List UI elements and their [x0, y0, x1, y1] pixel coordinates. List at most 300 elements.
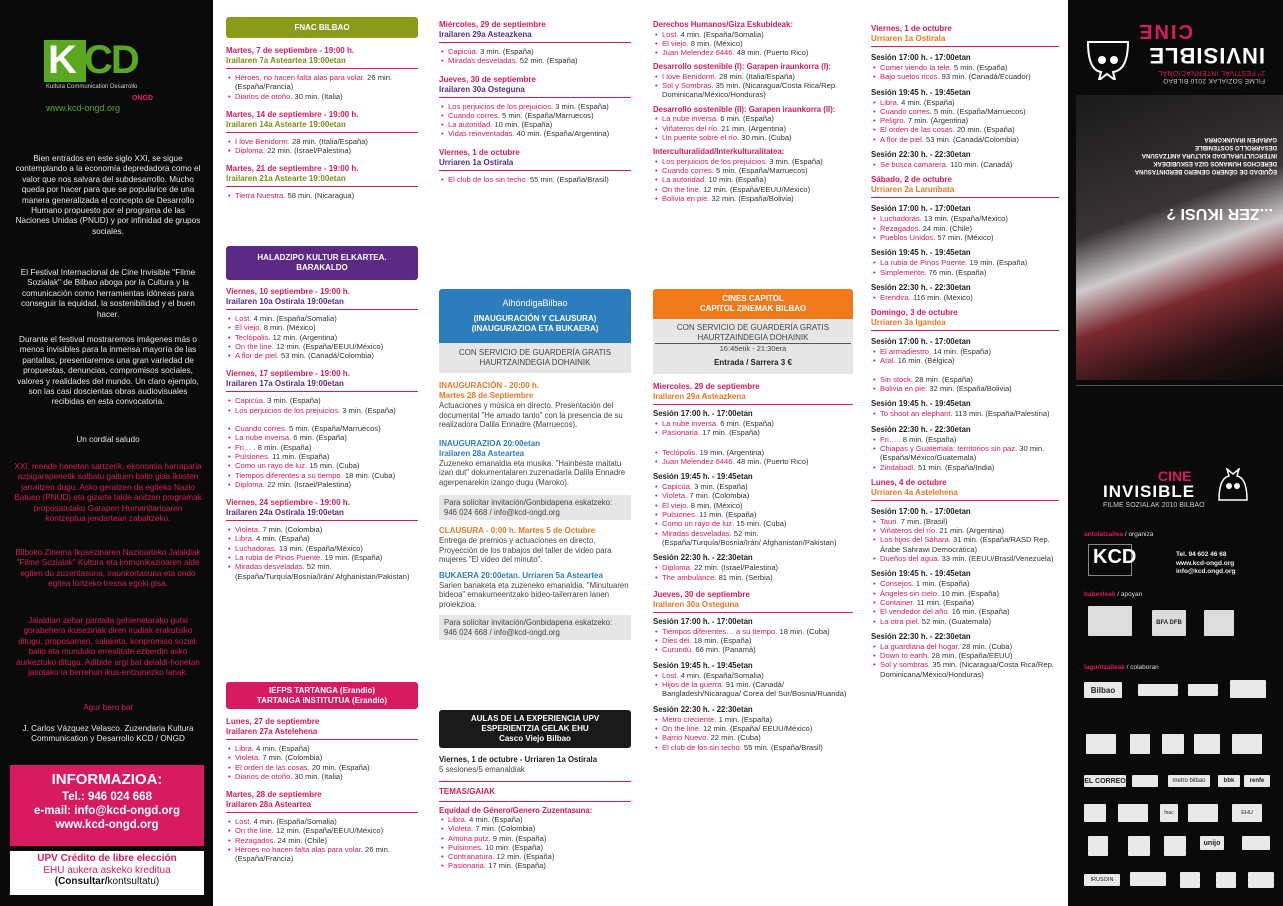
- film-title: Bolivia en pie.: [662, 193, 710, 203]
- film-title: La nube inversa.: [662, 419, 719, 428]
- themes-capitol-column: [645, 0, 861, 906]
- film-item: [439, 834, 631, 843]
- fnac-header: FNAC BILBAO: [226, 17, 418, 38]
- film-title: Diploma.: [235, 146, 265, 156]
- film-item: [653, 194, 853, 203]
- film-item: [439, 861, 631, 870]
- film-item: [439, 824, 631, 833]
- intro-es-2: El Festival Internacional de Cine Invisible "Filme Sozialak" de Bilbao aboga por la Cultura y la comunicación como herramientas idóneas para conseguir la equidad, la sostenibilidad y el buen hacer.: [20, 268, 196, 319]
- film-details: 4 min. (España): [467, 815, 523, 824]
- film-details: 9 min. (España): [490, 833, 547, 843]
- upv-aulas-section: [439, 710, 631, 871]
- haladzipo-alhondiga-column: [431, 0, 639, 906]
- film-item: [439, 111, 631, 120]
- film-details: 21 min. (Argentina): [937, 526, 1004, 536]
- film-details: 16 min. (Bélgica): [895, 356, 955, 366]
- date-heading-eu: Irailaren 24a Ostirala 19:00etan: [226, 508, 418, 521]
- session-heading: Sesión 22:30 h. - 22:30etan: [653, 704, 753, 714]
- colaboran-label-eu: laguntzaileak: [1084, 664, 1125, 671]
- session-heading: Sesión 19:45 h. - 19:45etan: [871, 87, 971, 97]
- film-list: [871, 409, 1059, 418]
- organiza-kcd-text: KCD: [1093, 546, 1137, 568]
- clausura-title: CLAUSURA - 0:00 h. Martes 5 de Octubre: [439, 526, 596, 535]
- film-item: [871, 107, 1059, 116]
- film-item: [871, 617, 1059, 626]
- film-item: [871, 214, 1059, 223]
- film-item: [439, 129, 631, 138]
- info-email[interactable]: e-mail: info@kcd-ongd.org: [33, 805, 180, 817]
- film-title: Tierra Nuestra.: [235, 191, 286, 201]
- ds1-heading: Desarrollo sostenible (I): Garapen iraunkorra (I):: [653, 62, 832, 72]
- film-title: Peligro.: [880, 116, 906, 126]
- film-title: Rezagados.: [235, 835, 276, 845]
- film-details: 28 min. (España/EEUU): [929, 651, 1013, 661]
- film-title: Tiempos diferentes a su tiempo.: [235, 470, 343, 480]
- film-item: [226, 73, 418, 92]
- cover-festival-line1: 2º FESTIVAL INTERNACIONAL: [1158, 69, 1265, 76]
- capitol-note-line2: HAURTZAINDEGIA DOHAINIK: [655, 333, 851, 345]
- film-item: [871, 526, 1059, 535]
- film-details: 51 min. (España/India): [915, 462, 995, 472]
- film-title: Container.: [880, 597, 915, 607]
- capitol-section: [653, 289, 853, 752]
- film-item: [439, 852, 631, 861]
- film-item: [871, 116, 1059, 125]
- film-list: [653, 419, 853, 438]
- film-details: 5 min. (España/Marruecos): [713, 165, 808, 175]
- film-details: 1 min. (España): [913, 579, 970, 589]
- film-item: [871, 375, 1059, 384]
- film-details: 10 min. (España): [706, 175, 767, 185]
- film-list: [226, 424, 418, 489]
- film-title: Cuando corres.: [448, 110, 500, 120]
- film-item: [653, 124, 853, 133]
- film-details: 7 min. (Colombia): [260, 753, 323, 763]
- film-item: [871, 517, 1059, 526]
- film-list: [226, 137, 418, 156]
- film-details: 10 min. (España): [483, 842, 543, 852]
- film-title: Libra.: [448, 815, 467, 824]
- date-heading: Viernes, 24 septiembre - 19:00 h.: [226, 498, 350, 508]
- capitol-schedule: [871, 24, 1059, 679]
- film-item: [226, 461, 418, 470]
- film-list: [653, 715, 853, 752]
- film-title: El orden de las cosas.: [235, 762, 310, 772]
- film-list: [871, 63, 1059, 82]
- film-title: Pasionaria.: [448, 861, 486, 871]
- unijo-logo: unijo: [1200, 836, 1224, 850]
- date-heading: Viernes, 1 de octubre: [871, 24, 952, 33]
- film-title: Sol y sombras.: [880, 660, 931, 670]
- film-details: 20 min. (España): [309, 762, 370, 772]
- film-item: [871, 268, 1059, 277]
- film-title: Diploma.: [235, 479, 265, 489]
- upv-consult-es: (Consultar/: [54, 876, 108, 887]
- session-heading: Sesión 22:30 h. - 22:30etan: [871, 150, 971, 160]
- film-details: 7 min. (Argentina): [905, 116, 969, 126]
- date-heading-eu: Irailaren 21a Astearte 19:00etan: [226, 174, 418, 187]
- kcd-subtitle: Kultura Communication Desarrollo: [46, 84, 138, 90]
- logo-filme: FILME SOZIALAK 2010 BILBAO: [1103, 502, 1205, 509]
- film-item: [653, 501, 853, 510]
- film-item: [226, 433, 418, 442]
- film-item: [871, 356, 1059, 365]
- film-item: [653, 72, 853, 81]
- film-title: Capicúa.: [448, 47, 478, 56]
- ehu-logo: EHU: [1232, 804, 1262, 822]
- date-heading-eu: Urriaren 2a Larunbata: [871, 185, 1059, 198]
- date-heading-eu: Urriaren 4a Astelehena: [871, 488, 1059, 501]
- film-item: [439, 120, 631, 129]
- date-heading-eu: Urriaren 1a Ostirala: [439, 158, 631, 171]
- film-item: [871, 444, 1059, 463]
- kcd-logo-k: K: [48, 38, 75, 82]
- film-details: 13 min. (España/México): [921, 214, 1008, 224]
- film-details: 40 min. (España/Argentina): [514, 129, 610, 139]
- cover-festival-line2: FILME SOZIALAK 2010 BILBAO: [1162, 77, 1265, 84]
- film-item: [871, 233, 1059, 242]
- film-details: 5 min. (España/Marruecos): [499, 110, 594, 120]
- film-details: 7 min. (Colombia): [687, 491, 750, 501]
- bfa-logo: BFA DFB: [1152, 610, 1186, 636]
- film-details: 24 min. (Chile): [920, 223, 973, 233]
- date-heading: Jueves, 30 de septiembre: [439, 74, 536, 84]
- themes-section: [653, 20, 853, 203]
- film-details: 3 min. (España): [264, 396, 321, 406]
- film-list: [653, 448, 853, 467]
- organiza-label: antolatzailea / organiza: [1084, 531, 1154, 538]
- sponsor-logo: [1130, 872, 1166, 886]
- film-title: El viejo.: [662, 38, 689, 48]
- film-list: [653, 157, 853, 203]
- film-item: [871, 598, 1059, 607]
- film-title: Pulsiones.: [662, 510, 698, 520]
- film-title: El armadiestro.: [880, 347, 932, 357]
- apoyan-label-eu: babesleak: [1084, 591, 1116, 598]
- film-details: 4 min. (España): [254, 534, 310, 544]
- cat-icon: [1215, 468, 1251, 502]
- film-title: Comer viendo la tele.: [880, 63, 952, 72]
- film-list: [871, 258, 1059, 277]
- date-heading: Lunes, 27 de septiembre: [226, 717, 320, 726]
- organiza-web[interactable]: www.kcd-ongd.org: [1176, 559, 1235, 567]
- film-title: La autoridad.: [448, 120, 493, 130]
- film-details: 12 min. (España): [494, 852, 555, 862]
- film-title: Ángeles sin cielo.: [880, 588, 940, 598]
- sponsor-logo: [1162, 734, 1184, 754]
- film-details: 22 min. (Israel/Palestina): [264, 479, 352, 489]
- film-details: 8 min. (México): [688, 38, 743, 48]
- capitol-header: [653, 289, 853, 319]
- info-title: INFORMAZIOA:: [51, 771, 163, 788]
- date-heading: Martes, 14 de septiembre - 19:00 h.: [226, 109, 359, 119]
- film-item: [226, 525, 418, 534]
- film-title: Lost.: [235, 817, 252, 827]
- film-item: [871, 409, 1059, 418]
- film-details: 12 min. (España/EEUU/México): [700, 184, 811, 194]
- film-details: 32 min. (España/Bolivia): [709, 193, 794, 203]
- film-list: [439, 102, 631, 139]
- upv-credit-box: [10, 851, 204, 895]
- film-item: [226, 772, 418, 781]
- film-title: Miradas desveladas.: [448, 56, 518, 66]
- film-list: [871, 375, 1059, 394]
- upv-aulas-header-line3: Casco Viejo Bilbao: [499, 734, 571, 743]
- intro-eu-2: Bilboko Zinema Ikusezinaren Nazioarteko Jaialdiak "Filme Sozialak" Kultura eta komunikazioaren alde egiten du zuzentasuna, iraunkortasuna eta ondo egitea lortzeko tresna egoki gisa.: [15, 548, 201, 589]
- film-title: Como un rayo de luz.: [235, 461, 308, 471]
- film-title: Dies dei.: [662, 636, 692, 646]
- capitol-schedule-column: [865, 0, 1062, 906]
- kcd-logo: [44, 40, 174, 112]
- film-details: 3 min. (España): [553, 101, 609, 111]
- film-title: Consejos.: [880, 579, 914, 589]
- theme-line: GARAPEN IRAUNKORRA: [1204, 136, 1277, 142]
- film-details: 16 min. (España): [949, 607, 1010, 617]
- sponsor-logo: [1086, 734, 1116, 754]
- bilbao-logo: Bilbao: [1084, 682, 1122, 698]
- intro-eu-3: Jaialdian zehar pantaila gehienetarako gutxi gorabehera ikusezinak diren irudiak erakutsiko ditugu, proposamen, salaketa, konpromiso sozial, balio eta munduko errealitate ezberdin asko aurkeztuko ditugu. Adibide argi bat deialdi-honetan jasotako ia berrehun ikus-entzunezko lanak.: [16, 616, 200, 678]
- cover-themes: [1135, 135, 1277, 175]
- theme-line: EQUIDAD DE GÉNERO GENERO BERDINTASUNA: [1134, 168, 1277, 174]
- film-item: [653, 166, 853, 175]
- film-title: Rezagados.: [880, 223, 921, 233]
- capitol-note-hours: 16:45etik - 21:30era: [719, 344, 787, 353]
- film-item: [439, 102, 631, 111]
- film-list: [226, 744, 418, 781]
- haladzipo-section: [226, 246, 418, 590]
- film-list: [439, 815, 631, 871]
- film-details: 19 min. (Argentina): [697, 447, 765, 457]
- kcd-ongd: ONGD: [132, 95, 153, 102]
- film-details: 28 min. (Italia/España): [716, 71, 795, 81]
- film-title: Contranatura.: [448, 852, 495, 862]
- film-list: [653, 72, 853, 100]
- film-details: 53 min. (Canadá/Colombia): [923, 134, 1019, 144]
- cover-photo-text: [1076, 95, 1283, 380]
- film-details: 3 min. (España): [477, 47, 534, 56]
- film-details: 26 min. (España/Francia): [235, 845, 390, 864]
- film-item: [871, 463, 1059, 472]
- film-details: 21 min. (Argentina): [719, 123, 786, 133]
- sponsor-logo: [1230, 680, 1266, 698]
- film-item: [871, 224, 1059, 233]
- organiza-kcd-logo: [1088, 544, 1137, 576]
- film-list: [226, 191, 418, 200]
- colaboran-label: laguntzaileak / colaboran: [1084, 664, 1159, 671]
- film-details: 11 min. (España): [697, 510, 757, 520]
- iefps-header-line1: IEFPS TARTANGA (Erandio): [268, 685, 376, 695]
- film-item: [653, 175, 853, 184]
- cat-icon: [1083, 40, 1133, 80]
- bukaera-title: BUKAERA 20:00etan. Urriaren 5a Asteartea: [439, 570, 603, 580]
- film-title: Los perjuicios de los prejuicios.: [448, 101, 554, 111]
- film-item: [226, 351, 418, 360]
- film-details: 35 min. (Nicaragua/Costa Rica/Rep. Dominicana/México/Honduras): [662, 81, 838, 100]
- date-heading-eu: Irailaren 7a Asteartea 19:00etan: [226, 56, 418, 69]
- kcd-web: www.kcd-ongd.org: [46, 103, 121, 113]
- film-title: Violeta.: [662, 491, 688, 501]
- film-item: [871, 535, 1059, 554]
- film-title: Sin stock.: [880, 374, 913, 384]
- film-details: 8 min. (España): [255, 442, 312, 452]
- film-title: On the line.: [235, 826, 274, 836]
- film-details: 11 min. (España): [270, 451, 330, 461]
- film-details: 5 min. (España/Marruecos): [286, 424, 381, 434]
- theme-line: DERECHOS HUMANOS GIZA ESKUBIDEAK: [1153, 160, 1277, 166]
- film-title: Down to earth.: [880, 651, 930, 661]
- film-title: El club de los sin techo.: [662, 742, 742, 752]
- film-item: [226, 836, 418, 845]
- upv-credit-es: UPV Crédito de libre elección: [37, 853, 177, 864]
- intro-eu-1: XXI. mende honetan sartzerik, ekonomia harraparia azpigarapenetik salbatu gaituen balio gisa ikusten jarraitzen dugu. Asko geratzen da egiteko Nazio Batuen (PNUD) eta gizarte talde anitzen programak proposatutako Garapen Humanitarioaren kontzeptua jendartean zabaltzeko.: [14, 462, 202, 524]
- intro-es-3: Durante el festival mostraremos imágenes más o menos invisibles para la inmensa mayoría de las pantallas, presentaremos una gran variedad de propuestas, denuncias, compromisos sociales, valores y realidades del mundo. Un claro ejemplo, son las casi doscientas obras audiovisuales recibidas en esta convocatoria.: [17, 335, 199, 407]
- film-details: 8 min. (México): [688, 500, 743, 510]
- film-item: [653, 491, 853, 500]
- date-heading: Jueves, 30 de septiembre: [653, 589, 750, 599]
- film-title: Violeta.: [235, 525, 261, 535]
- film-item: [653, 627, 853, 636]
- film-item: [871, 125, 1059, 134]
- date-heading: Miercoles, 29 de septiembre: [653, 382, 760, 391]
- sponsor-logo: [1128, 836, 1150, 856]
- info-web[interactable]: www.kcd-ongd.org: [55, 819, 159, 831]
- film-title: Juan Melendez 6446.: [662, 48, 735, 58]
- upv-aulas-date: Viernes, 1 de octubre - Urriaren 1a Ostirala: [439, 755, 598, 764]
- film-item: [871, 258, 1059, 267]
- film-list: [226, 525, 418, 581]
- capitol-header-line1: CINES CAPITOL: [722, 294, 784, 303]
- film-details: 1 min. (España): [716, 714, 773, 724]
- film-details: 11 min. (España): [914, 597, 974, 607]
- film-item: [226, 314, 418, 323]
- film-list: [226, 396, 418, 415]
- film-item: [226, 406, 418, 415]
- film-item: [653, 39, 853, 48]
- film-details: 13 min. (España/México): [276, 543, 363, 553]
- film-details: 18 min. (España): [691, 636, 752, 646]
- film-title: A flor de piel.: [235, 351, 279, 361]
- sponsor-logo: [1242, 836, 1270, 850]
- film-details: 31 min. (España/RASD Rep. Árabe Sahrawi Democrática): [880, 535, 1050, 554]
- film-details: 19 min. (España): [322, 553, 383, 563]
- film-item: [653, 715, 853, 724]
- film-details: 57 min. (México): [935, 232, 994, 242]
- film-details: 8 min. (España): [900, 434, 957, 444]
- film-title: Libra.: [235, 534, 254, 544]
- sponsor-logo: [1216, 872, 1236, 888]
- film-item: [226, 452, 418, 461]
- film-title: Simplemente.: [880, 267, 927, 277]
- divider: [1076, 385, 1283, 386]
- film-item: [439, 843, 631, 852]
- film-title: Curundú.: [662, 645, 694, 655]
- date-heading-eu: Urriaren 3a Igandea: [871, 318, 1059, 331]
- clausura-text: Entrega de premios y actuaciones en directo. Proyección de los trabajos del taller de video para mujeres "El video del minuto".: [439, 536, 612, 564]
- film-details: 30 min. (España/México/Guatemala): [880, 443, 1045, 463]
- capitol-note-line1: CON SERVICIO DE GUARDERÍA GRATIS: [676, 323, 830, 332]
- upv-credit-eu: EHU aukera askeko kreditua: [43, 864, 171, 876]
- session-heading: Sesión 22:30 h. - 22:30etan: [871, 424, 971, 434]
- film-item: [871, 607, 1059, 616]
- session-heading: Sesión 17:00 h. - 17:00etan: [871, 337, 971, 347]
- organiza-label-eu: antolatzailea: [1084, 531, 1124, 538]
- organiza-mail[interactable]: info@kcd.ongd.org: [1176, 568, 1236, 575]
- sponsor-logo: [1118, 804, 1148, 822]
- invitation-note: Para solicitar invitación/Gonbidapena eskatzeko: 946 024 668 / info@kcd-ongd.org: [439, 615, 631, 640]
- film-title: Teclópolis.: [662, 447, 698, 457]
- film-title: Bolivia en pie.: [880, 384, 928, 394]
- date-heading: Lunes, 4 de octubre: [871, 477, 947, 487]
- film-title: On the line.: [235, 341, 274, 351]
- film-details: 7 min. (Colombia): [473, 824, 536, 834]
- alhondiga-logo: AlhóndigaBilbao: [502, 298, 568, 308]
- film-item: [226, 753, 418, 762]
- organiza-tel: Tel. 94 602 46 68: [1176, 551, 1227, 558]
- intro-column: [0, 0, 213, 906]
- film-title: Un puente sobre el río.: [662, 132, 740, 142]
- film-details: 5 min. (España/Marruecos): [931, 106, 1026, 116]
- film-title: Juan Melendez 6446.: [662, 456, 735, 466]
- film-list: [653, 563, 853, 582]
- film-item: [226, 424, 418, 433]
- info-box: [10, 765, 204, 846]
- film-item: [871, 72, 1059, 81]
- film-title: Aral.: [880, 356, 896, 366]
- film-title: El club de los sin techo.: [448, 174, 528, 184]
- date-heading-eu: Irailaren 28a Asteartea: [226, 800, 418, 813]
- film-details: 15 min. (Cuba): [307, 461, 360, 471]
- film-title: A flor de piel.: [880, 134, 924, 144]
- film-item: [226, 480, 418, 489]
- film-details: 22 min. (Israel/Palestina): [264, 146, 352, 156]
- film-list: [871, 642, 1059, 679]
- film-details: 4 min. (España/Somalia): [251, 314, 337, 323]
- alhondiga-section: [439, 289, 631, 640]
- film-details: 12 min. (España/EEUU/México): [273, 826, 384, 836]
- date-heading-eu: Irailaren 29a Asteazkena: [653, 392, 853, 405]
- film-title: To shoot an elephant.: [880, 409, 953, 419]
- cover-zer-ikusi: ...ZER IKUSI ?: [1166, 205, 1273, 222]
- session-heading: Sesión 17:00 h. - 17:00etan: [653, 409, 753, 418]
- film-list: [871, 214, 1059, 242]
- fnac-logo: fnac: [1160, 804, 1178, 822]
- capitol-price: Entrada / Sarrera 3 €: [714, 358, 792, 367]
- film-item: [226, 146, 418, 155]
- film-title: Zindabad!.: [880, 462, 916, 472]
- ic-heading: Interculturalidad/Interkulturalitatea:: [653, 147, 785, 157]
- film-details: 48 min. (Puerto Rico): [734, 48, 809, 58]
- sponsor-logo: [1180, 872, 1200, 888]
- session-heading: Sesión 22:30 h. - 22:30etan: [653, 553, 753, 563]
- film-item: [653, 636, 853, 645]
- film-item: [226, 845, 418, 864]
- film-item: [653, 671, 853, 680]
- date-heading-eu: Irailaren 27a Astelehena: [226, 727, 418, 740]
- film-title: Los perjuicios de los prejuicios.: [662, 156, 768, 166]
- cover-title-block: [1068, 0, 1283, 90]
- upv-aulas-sessions: 5 sesiones/5 emanaldiak: [439, 765, 631, 782]
- film-title: Lost.: [235, 314, 252, 323]
- film-details: 93 min. (Canadá/Ecuador): [939, 72, 1031, 82]
- film-item: [226, 92, 418, 101]
- film-title: Pasionaria.: [662, 428, 700, 438]
- film-item: [226, 396, 418, 405]
- film-list: [439, 175, 631, 184]
- inaugurazioa-text: Zuzeneko emanaldia eta musika. "Hainbeste maitatu izan dut" dokumentalaren zuzenadaria Dalila Ennadre agerpenarekin izango dugu (Maroko).: [439, 458, 626, 487]
- dh-heading: Derechos Humanos/Giza Eskubideak:: [653, 20, 793, 29]
- film-title: I love Benidorm.: [235, 136, 290, 146]
- film-item: [871, 651, 1059, 660]
